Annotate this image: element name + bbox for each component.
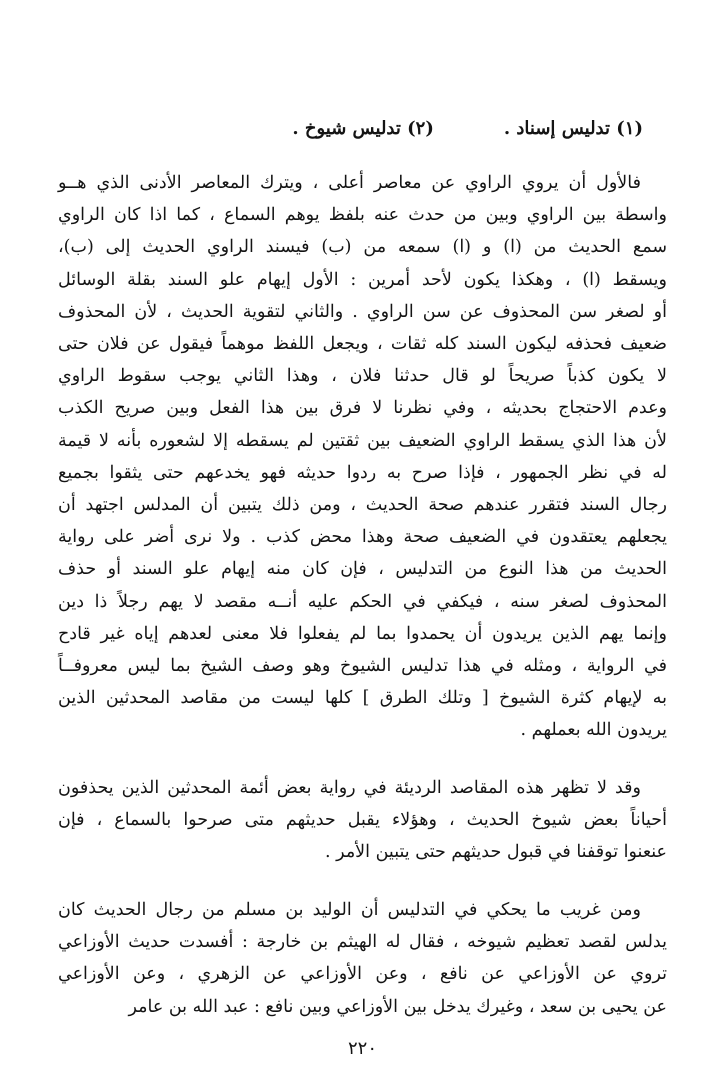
text-line: سمع الحديث من (ا) و (ا) سمعه من (ب) فيسند الراوي الحديث إلى (ب)، xyxy=(58,237,667,258)
text-line: الحديث من هذا النوع من التدليس ، فإن كان منه إيهام علو السند أو حذف xyxy=(58,559,667,580)
text-line: يريدون الله بعملهم . xyxy=(520,720,667,741)
text-line: عنعنوا توقفنا في قبول حديثهم حتى يتبين الأمر . xyxy=(325,842,667,863)
text-line: تروي عن الأوزاعي عن نافع ، وعن الأوزاعي عن الزهري ، وعن الأوزاعي xyxy=(58,964,667,985)
text-line: به لإيهام كثرة الشيوخ [ وتلك الطرق ] كلها ليست من مقاصد المحدثين الذين xyxy=(58,688,667,709)
text-line: واسطة بين الراوي وبين من حدث عنه بلفظ يوهم السماع ، كما اذا كان الراوي xyxy=(58,205,667,226)
text-line: ومن غريب ما يحكي في التدليس أن الوليد بن مسلم من رجال الحديث كان xyxy=(58,900,641,920)
text-line: أحياناً بعض شيوخ الحديث ، وهؤلاء يقبل حديثهم متى صرحوا بالسماع ، فإن xyxy=(58,810,667,831)
text-line: له في نظر الجمهور ، فإذا صرح به ردوا حديثه فهو يخدعهم حتى يثقوا بجميع xyxy=(58,462,667,483)
text-line: وعدم الاحتجاج بحديثه ، وفي نظرنا لا فرق بين هذا الفعل وبين صريح الكذب xyxy=(58,398,667,419)
text-line: وإنما يهم الذين يريدون أن يحمدوا بما لم يفعلوا فلا معنى لعدهم إياه غير قادح xyxy=(58,623,667,644)
text-line: ضعيف فحذفه ليكون السند كله ثقات ، ويجعل اللفظ موهماً فيقول عن فلان حتى xyxy=(58,334,667,355)
text-line: عن يحيى بن سعد ، وغيرك يدخل بين الأوزاعي وبين نافع : عبد الله بن عامر xyxy=(128,996,667,1017)
text-line: ويسقط (ا) ، وهكذا يكون لأحد أمرين : الأول إيهام علو السند بقلة الوسائل xyxy=(58,269,667,290)
heading-item-isnad: (١) تدليس إسناد . xyxy=(503,118,643,139)
text-line: يجعلهم يعتقدون في الضعيف صحة وهذا محض كذب . ولا نرى أضر على رواية xyxy=(58,527,667,548)
text-line: يدلس لقصد تعظيم شيوخه ، فقال له الهيثم بن خارجة : أفسدت حديث الأوزاعي xyxy=(58,932,667,953)
text-line: رجال السند فتقرر عندهم صحة الحديث ، ومن ذلك يتبين أن المدلس اجتهد أن xyxy=(58,495,667,516)
page-number: ٢٢٠ xyxy=(347,1038,377,1059)
paragraph-3 xyxy=(58,894,667,1023)
paragraph-2 xyxy=(58,772,667,869)
text-line: لأن هذا الذي يسقط الراوي الضعيف بين ثقتين لم يسقطه إلا لشعوره بأنه لا قيمة xyxy=(58,430,667,451)
paragraph-1 xyxy=(58,167,667,747)
section-heading xyxy=(292,118,643,139)
text-line: فالأول أن يروي الراوي عن معاصر أعلى ، ويترك المعاصر الأدنى الذي هــو xyxy=(58,173,641,193)
text-line: أو لصغر سن المحذوف عن سن الراوي . والثاني لتقوية الحديث ، لأن المحذوف xyxy=(58,301,667,322)
heading-item-shuyukh: (٢) تدليس شيوخ . xyxy=(292,118,434,139)
text-line: وقد لا تظهر هذه المقاصد الرديئة في رواية بعض أئمة المحدثين الذين يحذفون xyxy=(58,778,641,798)
text-line: المحذوف لصغر سنه ، فيكفي في الحكم عليه أنــه مقصد لا يهم رجلاً ذا دين xyxy=(58,591,667,612)
text-line: في الرواية ، ومثله في هذا تدليس الشيوخ وهو وصف الشيخ بما ليس معروفــاً xyxy=(58,656,667,677)
text-line: لا يكون كذباً صريحاً لو قال حدثنا فلان ، وهذا الثاني يوجب سقوط الراوي xyxy=(58,366,667,387)
